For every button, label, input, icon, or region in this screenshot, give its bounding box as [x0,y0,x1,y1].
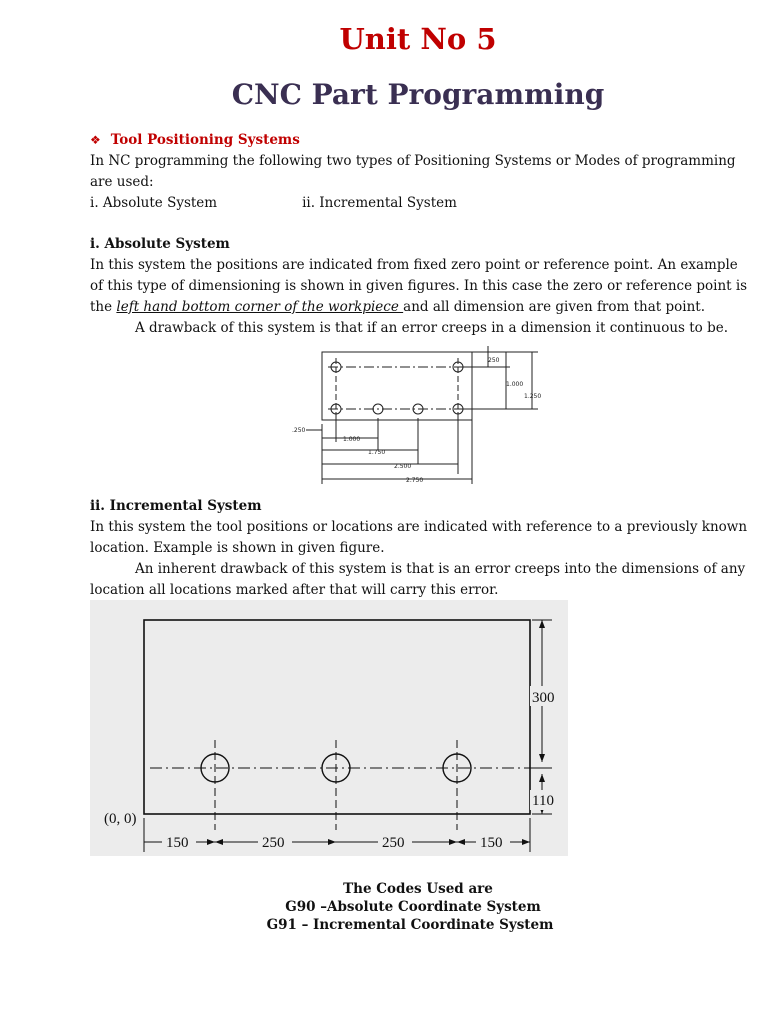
dim-label: 1.750 [368,449,386,456]
codes-block [0,880,768,934]
incremental-section [90,496,750,601]
incremental-dimension-figure [90,600,568,856]
dim-label: 300 [532,690,555,706]
absolute-text-b: and all dimension are given from that point. [403,299,705,315]
document-body [90,130,750,339]
tool-intro-paragraph: In NC programming the following two types of Positioning Systems or Modes of programming are used: [90,153,736,190]
dim-label: 2.500 [394,463,412,470]
list-item-incremental: ii. Incremental System [302,195,457,211]
dim-label: 2.750 [406,477,424,484]
origin-label: (0, 0) [104,811,137,827]
absolute-paragraph [90,255,750,318]
dim-label: 110 [532,793,554,809]
dim-label: 150 [166,835,189,851]
dim-label: 1.000 [506,381,524,388]
incremental-heading: ii. Incremental System [90,498,262,514]
scan-background [90,600,568,856]
tool-positioning-heading: Tool Positioning Systems [110,132,300,148]
dim-label: 1.250 [524,393,542,400]
diamond-bullet-icon: ❖ [90,133,101,147]
dim-label: 250 [488,357,500,364]
absolute-text-a: In this system the positions are indicated from fixed zero point or reference point. An example of this type of dimensioning is shown in given figures. In this case the zero or reference point is the [90,257,748,315]
incremental-paragraph: In this system the tool positions or locations are indicated with reference to a previously known location. Example is shown in given figure. [90,519,748,556]
incremental-drawback: An inherent drawback of this system is that is an error creeps into the dimensions of any location all locations marked after that will carry this error. [90,561,746,598]
code-g90: G90 –Absolute Coordinate System [285,899,541,915]
absolute-text-emphasis: left hand bottom corner of the workpiece [116,299,404,315]
dim-label: .250 [292,427,306,434]
absolute-drawback: A drawback of this system is that if an error creeps in a dimension it continuous to be. [135,320,729,336]
section-heading-tool-positioning [90,130,750,151]
codes-title: The Codes Used are [343,881,493,897]
page-title: CNC Part Programming [231,78,605,111]
dim-label: 250 [262,835,285,851]
dim-label: 1.000 [343,436,361,443]
absolute-heading: i. Absolute System [90,236,230,252]
workpiece-plate [322,352,472,420]
dim-label: 150 [480,835,503,851]
dim-label: 250 [382,835,405,851]
unit-title: Unit No 5 [339,22,497,56]
absolute-dimension-figure [288,344,544,486]
list-item-absolute: i. Absolute System [90,195,218,211]
code-g91: G91 – Incremental Coordinate System [266,917,554,933]
systems-list [90,193,750,214]
